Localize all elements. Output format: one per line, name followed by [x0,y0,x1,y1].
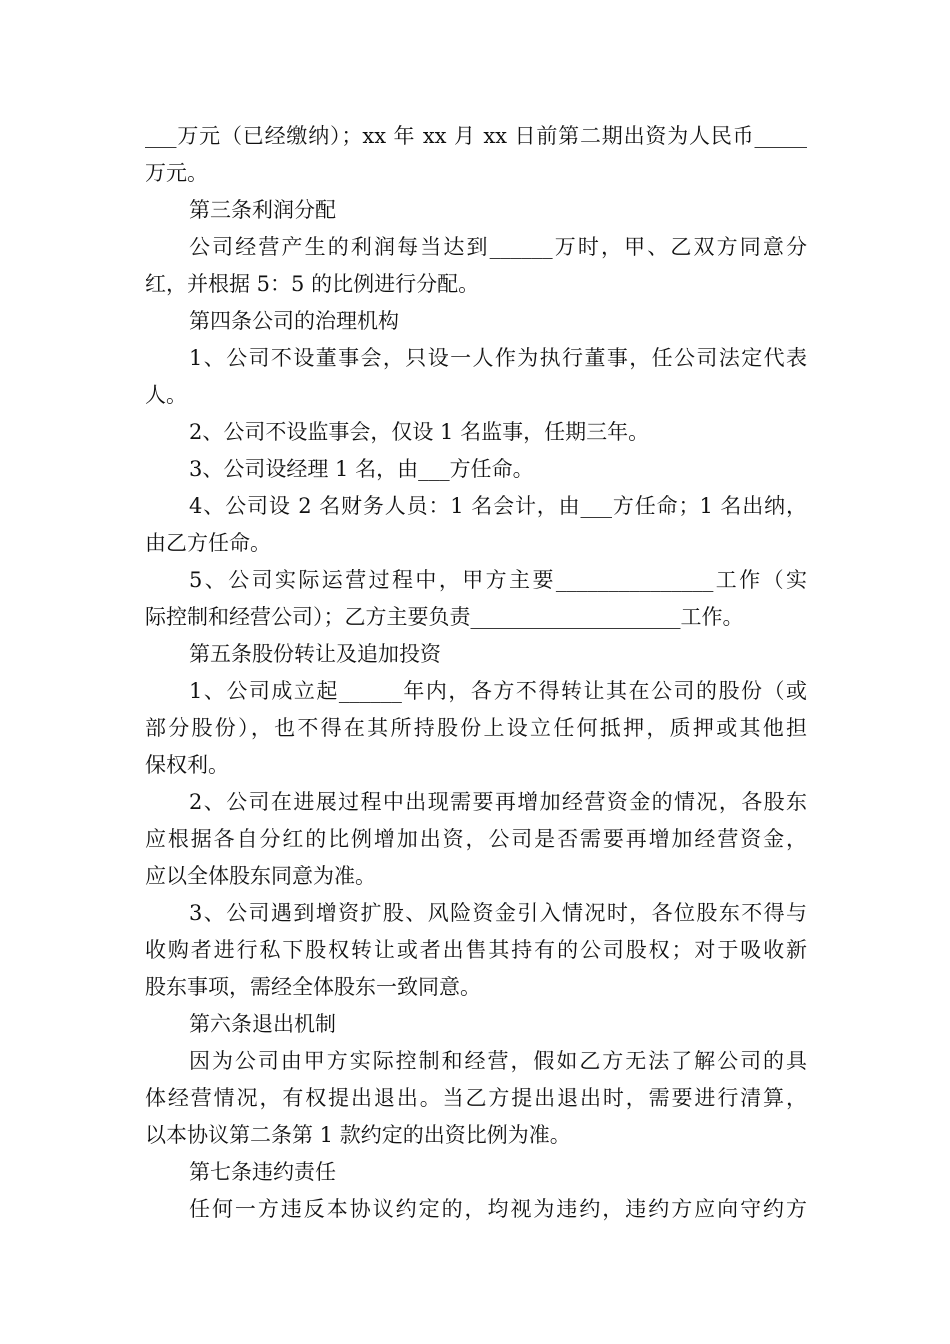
text-line: 3、公司遇到增资扩股、风险资金引入情况时，各位股东不得与 [189,901,807,925]
text-line: 因为公司由甲方实际控制和经营，假如乙方无法了解公司的具 [189,1049,807,1073]
section-heading: 第七条违约责任 [189,1160,336,1184]
text-line: 由乙方任命。 [145,531,271,555]
text-line: 2、公司不设监事会，仅设 1 名监事，任期三年。 [189,420,650,444]
section-heading: 第六条退出机制 [189,1012,336,1036]
text-line: 2、公司在进展过程中出现需要再增加经营资金的情况，各股东 [189,790,807,814]
text-line: ___万元（已经缴纳）；xx 年 xx 月 xx 日前第二期出资为人民币_____ [145,124,807,148]
section-heading: 第三条利润分配 [189,198,336,222]
text-line: 公司经营产生的利润每当达到______万时，甲、乙双方同意分 [189,235,807,259]
text-line: 4、公司设 2 名财务人员：1 名会计，由___方任命；1 名出纳， [189,494,807,518]
section-heading: 第五条股份转让及追加投资 [189,642,441,666]
text-line: 应根据各自分红的比例增加出资，公司是否需要再增加经营资金， [145,827,807,851]
text-line: 收购者进行私下股权转让或者出售其持有的公司股权；对于吸收新 [145,938,807,962]
text-line: 部分股份），也不得在其所持股份上设立任何抵押，质押或其他担 [145,716,807,740]
text-line: 际控制和经营公司）；乙方主要负责____________________工作。 [145,605,744,629]
text-line: 3、公司设经理 1 名，由___方任命。 [189,457,534,481]
text-line: 万元。 [145,161,208,185]
text-line: 体经营情况，有权提出退出。当乙方提出退出时，需要进行清算， [145,1086,807,1110]
text-line: 保权利。 [145,753,229,777]
text-line: 股东事项，需经全体股东一致同意。 [145,975,481,999]
text-line: 1、公司成立起______年内，各方不得转让其在公司的股份（或 [189,679,807,703]
section-heading: 第四条公司的治理机构 [189,309,399,333]
text-line: 1、公司不设董事会，只设一人作为执行董事，任公司法定代表 [189,346,807,370]
text-line: 红，并根据 5：5 的比例进行分配。 [145,272,480,296]
text-line: 以本协议第二条第 1 款约定的出资比例为准。 [145,1123,571,1147]
text-line: 人。 [145,383,187,407]
document-body [145,118,807,1228]
text-line: 应以全体股东同意为准。 [145,864,376,888]
text-line: 5、公司实际运营过程中，甲方主要_______________工作（实 [189,568,807,592]
text-line: 任何一方违反本协议约定的，均视为违约，违约方应向守约方 [189,1197,807,1221]
